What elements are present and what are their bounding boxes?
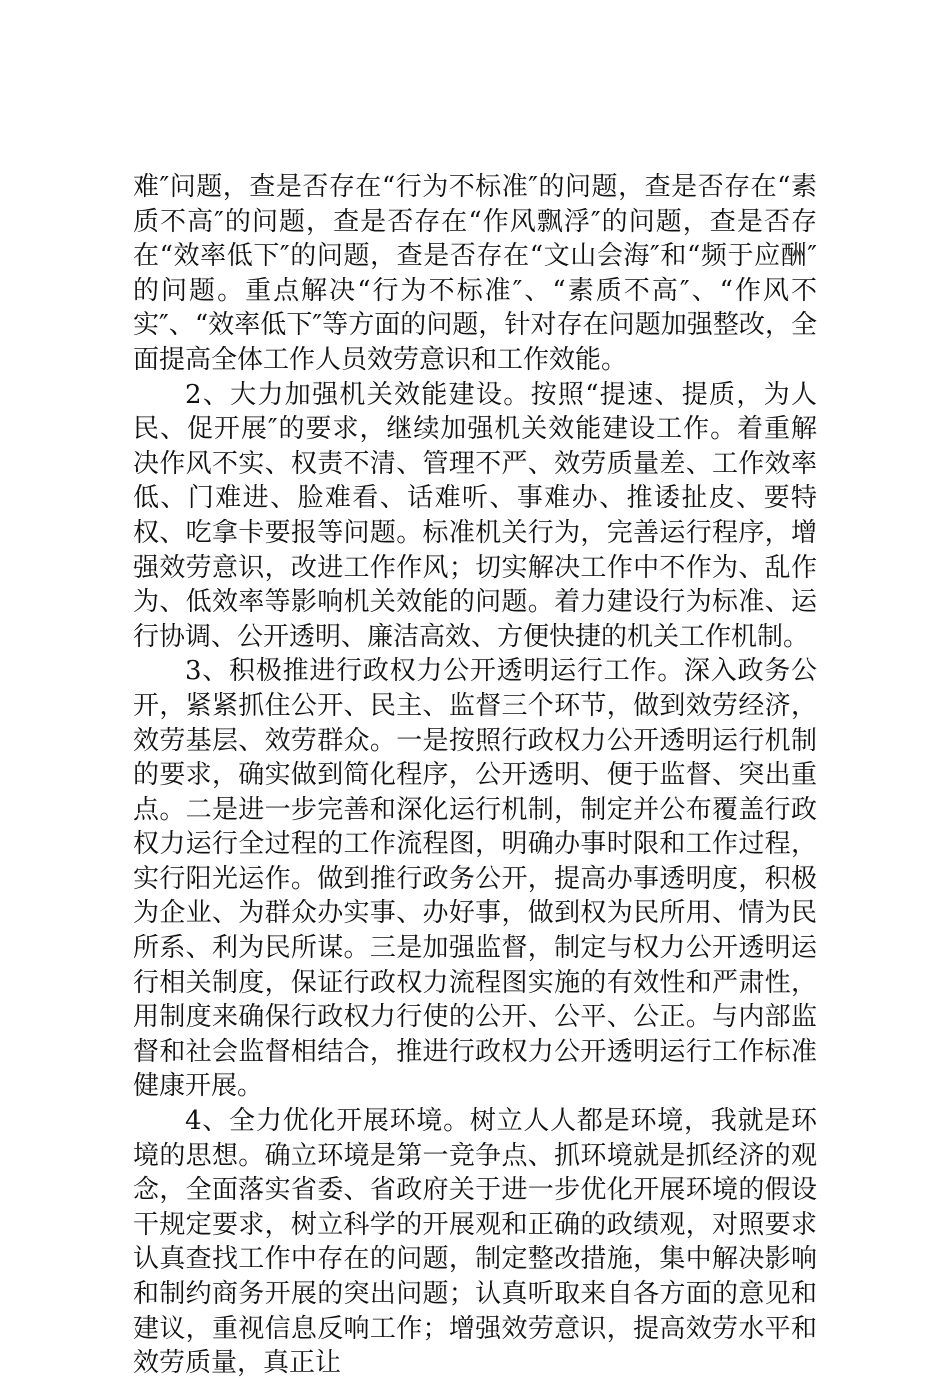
paragraph-continuation: 难″问题，查是否存在“行为不标准″的问题，查是否存在“素质不高″的问题，查是否存在“作风飘浮″的问题，查是否存在“效率低下″的问题，查是否存在“文山会海″和“频于应酬″的问题。重点解决“行为不标准″、“素质不高″、“作风不实″、“效率低下″等方面的问题，针对存在问题加强整改，全面提高全体工作人员效劳意识和工作效能。 [133, 172, 817, 375]
paragraph-item-2: 2、大力加强机关效能建设。按照“提速、提质，为人民、促开展″的要求，继续加强机关效能建设工作。着重解决作风不实、权责不清、管理不严、效劳质量差、工作效率低、门难进、脸难看、话难听、事难办、推诿扯皮、要特权、吃拿卡要报等问题。标准机关行为，完善运行程序，增强效劳意识，改进工作作风；切实解决工作中不作为、乱作为、低效率等影响机关效能的问题。着力建设行为标准、运行协调、公开透明、廉洁高效、方便快捷的机关工作机制。 [133, 379, 817, 652]
paragraph-item-4: 4、全力优化开展环境。树立人人都是环境，我就是环境的思想。确立环境是第一竞争点、抓环境就是抓经济的观念，全面落实省委、省政府关于进一步优化开展环境的假设干规定要求，树立科学的开展观和正确的政绩观，对照要求认真查找工作中存在的问题，制定整改措施，集中解决影响和制约商务开展的突出问题；认真听取来自各方面的意见和建议，重视信息反响工作；增强效劳意识，提高效劳水平和效劳质量，真正让 [133, 1106, 817, 1379]
document-body [133, 170, 817, 1381]
paragraph-item-3: 3、积极推进行政权力公开透明运行工作。深入政务公开，紧紧抓住公开、民主、监督三个环节，做到效劳经济，效劳基层、效劳群众。一是按照行政权力公开透明运行机制的要求，确实做到简化程序，公开透明、便于监督、突出重点。二是进一步完善和深化运行机制，制定并公布覆盖行政权力运行全过程的工作流程图，明确办事时限和工作过程，实行阳光运作。做到推行政务公开，提高办事透明度，积极为企业、为群众办实事、办好事，做到权为民所用、情为民所系、利为民所谋。三是加强监督，制定与权力公开透明运行相关制度，保证行政权力流程图实施的有效性和严肃性，用制度来确保行政权力行使的公开、公平、公正。与内部监督和社会监督相结合，推进行政权力公开透明运行工作标准健康开展。 [133, 656, 817, 1102]
